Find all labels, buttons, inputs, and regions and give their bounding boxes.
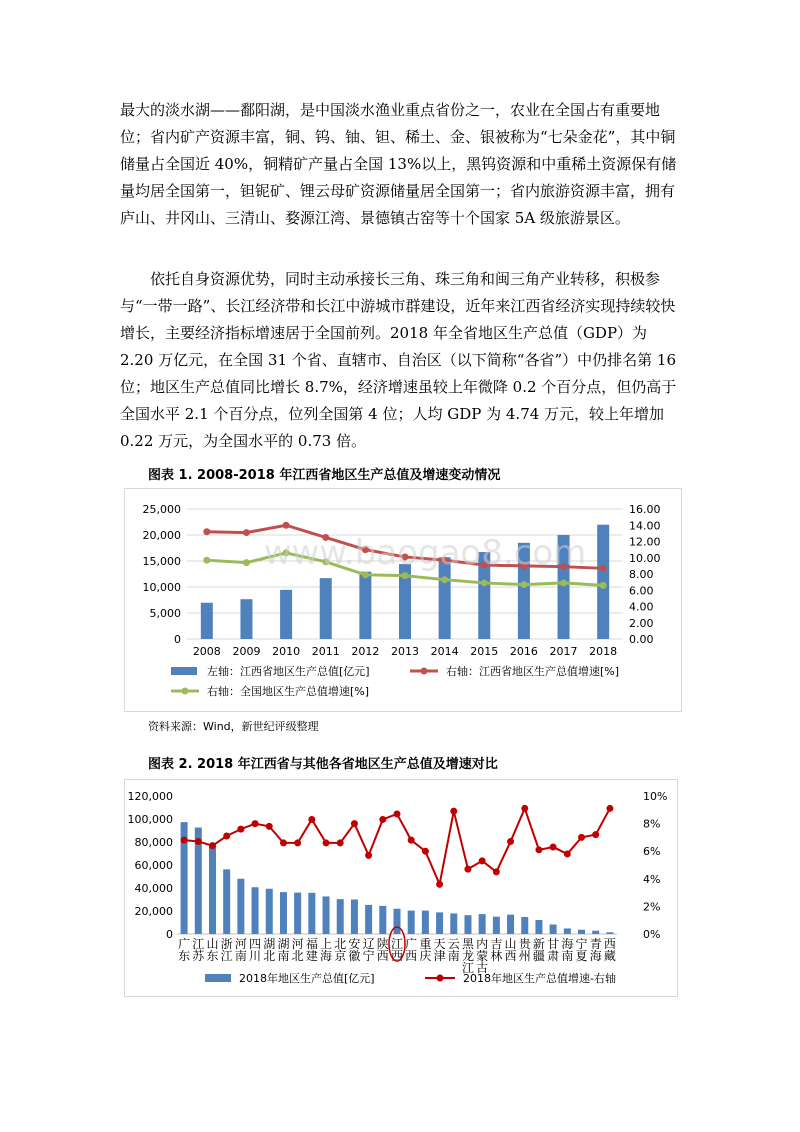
bar-province-gdp [450,913,457,934]
bar-province-gdp [252,887,259,934]
figure1-source: 资料来源：Wind，新世纪评级整理 [148,720,319,733]
x-tick-label: 安徽 [348,937,361,963]
x-tick-label: 2008 [192,645,221,658]
point-province-growth [450,808,457,815]
x-tick-label: 2010 [272,645,301,658]
x-tick-label: 湖北 [263,937,276,963]
y-left-tick-label: 15,000 [142,555,181,568]
y-right-tick-label: 10.00 [629,551,661,565]
bar-province-gdp [436,912,443,934]
bar-gdp [320,578,332,639]
bar-province-gdp [209,846,216,934]
legend-label: 2018年地区生产总值增速-右轴 [463,972,616,985]
point-province-growth [422,848,429,855]
point-province-growth [351,820,358,827]
point-national-growth [243,559,250,566]
y-left-tick-label: 60,000 [134,859,173,872]
point-province-growth [493,868,500,875]
point-national-growth [481,579,488,586]
y-left-tick-label: 20,000 [142,529,181,542]
chart-province-gdp-comparison [124,779,678,997]
x-tick-label: 上海 [320,937,333,963]
point-national-growth [560,579,567,586]
legend-label: 右轴：全国地区生产总值增速[%] [207,685,370,698]
x-tick-label: 2011 [311,645,340,658]
bar-gdp [597,525,609,639]
x-tick-label: 2013 [391,645,419,658]
watermark: www.baogao8.com [263,533,587,573]
x-tick-label: 海南 [561,937,574,963]
point-province-growth [323,839,330,846]
paragraph-economy: 依托自身资源优势，同时主动承接长三角、珠三角和闽三角产业转移，积极参与“一带一路”、长江经济带和长江中游城市群建设，近年来江西省经济实现持续较快增长，主要经济指标增速居于全国前列。2018 年全省地区生产总值（GDP）为 2.20 万亿元，在全国 31 个省、直辖市、自治区（以下简称“各省”）中仍排名第 16 位；地区生产总值同比增长 8.7%，经济增速虽较上年微降 0.2 个百分点，但仍高于全国水平 2.1 个百分点，位列全国第 4 位；人均 GDP 为 4.74 万元，较上年增加 0.22 万元，为全国水平的 0.73 倍。 [120,270,677,450]
legend-swatch-marker [421,668,428,675]
legend-swatch-bar [205,974,231,982]
x-tick-label: 2014 [430,645,459,658]
y-left-tick-label: 120,000 [127,790,173,803]
y-right-tick-label: 6% [643,845,661,859]
y-right-tick-label: 10% [643,790,668,803]
x-tick-label: 辽宁 [362,937,375,963]
x-tick-label: 天津 [433,937,446,963]
y-left-tick-label: 0 [166,928,173,941]
point-province-growth [337,839,344,846]
y-left-tick-label: 0 [174,633,181,646]
point-province-growth [408,837,415,844]
line-province-growth [184,808,610,884]
x-tick-label: 2015 [470,645,499,658]
bar-gdp [280,590,292,639]
chart-jiangxi-gdp-growth [124,488,682,712]
legend-swatch-marker [182,688,189,695]
x-tick-label: 广西 [405,937,418,963]
x-tick-label: 河北 [291,937,304,963]
point-national-growth [600,582,607,589]
point-province-growth [535,846,542,853]
figure1-caption: 图表 1. 2008-2018 年江西省地区生产总值及增速变动情况 [148,468,501,483]
point-province-growth [252,820,259,827]
y-right-tick-label: 2.00 [629,616,654,630]
bar-province-gdp [493,917,500,934]
x-tick-label: 浙江 [220,937,233,963]
y-right-tick-label: 0% [643,928,661,941]
bar-province-gdp [521,917,528,934]
legend-label: 右轴：江西省地区生产总值增速[%] [446,665,620,678]
point-province-growth [521,805,528,812]
figure2-caption: 图表 2. 2018 年江西省与其他各省地区生产总值及增速对比 [148,757,498,772]
paragraph-resources: 最大的淡水湖——鄱阳湖，是中国淡水渔业重点省份之一，农业在全国占有重要地位；省内矿产资源丰富，铜、钨、铀、钽、稀土、金、银被称为“七朵金花”，其中铜储量占全国近 40%，铜精矿产量占全国 13%以上，黑钨资源和中重稀土资源保有储量均居全国第一，钽铌矿、锂云母矿资源储量居全国第一；省内旅游资源丰富，拥有庐山、井冈山、三清山、婺源江湾、景德镇古窑等十个国家 5A 级旅游景区。 [120,101,677,227]
bar-province-gdp [351,899,358,934]
point-jiangxi-growth [283,522,290,529]
bar-province-gdp [323,896,330,934]
bar-province-gdp [464,915,471,934]
x-tick-label: 河南 [234,937,247,963]
point-province-growth [550,844,557,851]
x-tick-label: 宁夏 [575,937,588,963]
y-right-tick-label: 12.00 [629,535,661,549]
point-jiangxi-growth [203,528,210,535]
bar-province-gdp [308,893,315,934]
x-tick-label: 广东 [178,937,191,963]
y-right-tick-label: 8% [643,817,661,831]
y-left-tick-label: 100,000 [127,813,173,826]
chart2-svg [125,780,677,996]
y-left-tick-label: 5,000 [149,607,181,620]
point-province-growth [294,839,301,846]
legend-label: 2018年地区生产总值[亿元] [239,972,375,985]
x-tick-label: 陕西 [376,937,389,963]
y-right-tick-label: 2% [643,900,661,914]
bar-province-gdp [237,879,244,934]
point-province-growth [394,810,401,817]
x-tick-label: 山东 [206,937,219,963]
bar-province-gdp [223,869,230,934]
x-tick-label: 2009 [232,645,261,658]
x-tick-label: 2016 [509,645,538,658]
x-tick-label: 2012 [351,645,380,658]
x-tick-label: 西藏 [603,937,616,963]
point-jiangxi-growth [243,529,250,536]
y-left-tick-label: 20,000 [134,905,173,918]
point-province-growth [266,823,273,830]
bar-gdp [240,599,252,639]
x-tick-label: 2018 [589,645,618,658]
y-right-tick-label: 16.00 [629,503,661,516]
x-tick-label: 四川 [249,937,262,963]
y-right-tick-label: 6.00 [629,584,654,598]
y-right-tick-label: 8.00 [629,568,654,581]
point-province-growth [379,816,386,823]
point-province-growth [606,805,613,812]
bar-province-gdp [535,920,542,934]
bar-province-gdp [365,905,372,934]
x-tick-label: 吉林 [490,937,503,963]
y-left-tick-label: 25,000 [142,503,181,516]
point-province-growth [308,816,315,823]
x-tick-label: 甘肃 [547,937,560,963]
bar-province-gdp [294,893,301,934]
y-left-tick-label: 80,000 [134,836,173,849]
point-province-growth [578,834,585,841]
bar-province-gdp [408,911,415,934]
point-province-growth [479,857,486,864]
bar-province-gdp [394,909,401,934]
point-province-growth [592,831,599,838]
bar-province-gdp [337,899,344,934]
bar-province-gdp [266,889,273,934]
chart1-svg [125,489,681,711]
y-right-tick-label: 4% [643,872,661,886]
point-national-growth [520,581,527,588]
bar-gdp [359,572,371,639]
point-province-growth [564,850,571,857]
x-tick-label: 2017 [549,645,578,658]
x-tick-label: 新疆 [532,937,545,963]
x-tick-label: 贵州 [518,937,531,963]
x-tick-label: 北京 [334,937,347,963]
x-tick-label: 福建 [305,937,318,963]
point-national-growth [402,572,409,579]
point-province-growth [280,839,287,846]
bar-province-gdp [564,928,571,934]
point-national-growth [441,576,448,583]
point-province-growth [181,837,188,844]
point-province-growth [464,866,471,873]
bar-province-gdp [606,932,613,934]
legend-swatch-marker [437,975,444,982]
y-right-tick-label: 4.00 [629,600,654,614]
y-left-tick-label: 10,000 [142,581,181,594]
x-tick-label: 青海 [589,937,602,963]
bar-province-gdp [422,911,429,934]
y-right-tick-label: 0.00 [629,633,654,646]
x-tick-label: 云南 [447,937,460,963]
x-tick-label: 山西 [504,937,517,963]
point-province-growth [507,838,514,845]
x-tick-label: 黑龙江 [461,937,474,975]
x-tick-label: 江苏 [192,937,205,963]
bar-gdp [201,603,213,639]
point-province-growth [237,826,244,833]
point-province-growth [195,838,202,845]
x-tick-label: 湖南 [277,937,290,963]
point-national-growth [203,557,210,564]
bar-province-gdp [550,925,557,934]
x-tick-label: 内蒙古 [476,937,489,975]
point-province-growth [223,833,230,840]
bar-province-gdp [592,931,599,934]
bar-province-gdp [578,930,585,934]
legend-label: 左轴：江西省地区生产总值[亿元] [207,665,370,678]
legend-swatch-bar [171,667,197,675]
point-province-growth [436,881,443,888]
point-province-growth [209,842,216,849]
y-right-tick-label: 14.00 [629,519,661,533]
bar-province-gdp [479,914,486,934]
y-left-tick-label: 40,000 [134,882,173,895]
bar-province-gdp [280,892,287,934]
bar-province-gdp [379,906,386,934]
x-tick-label: 重庆 [419,937,432,963]
point-province-growth [365,852,372,859]
x-tick-label: 江西 [390,937,404,963]
point-jiangxi-growth [600,565,607,572]
bar-province-gdp [507,915,514,934]
